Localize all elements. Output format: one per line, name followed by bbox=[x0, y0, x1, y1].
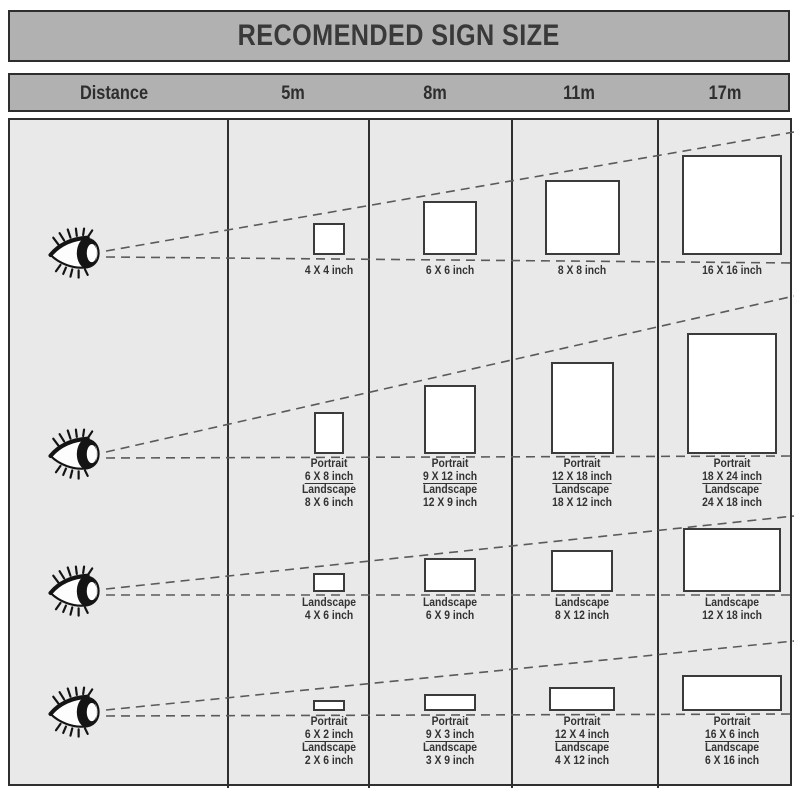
sign-rect-landscape-signs-col4 bbox=[683, 528, 781, 592]
sign-label-line: Landscape bbox=[704, 484, 760, 496]
sign-label-line: 24 X 18 inch bbox=[702, 496, 762, 509]
sign-label-line: Landscape bbox=[554, 742, 610, 754]
sign-rect-banner-signs-col3 bbox=[549, 687, 615, 711]
sign-label-line: 6 X 9 inch bbox=[425, 609, 475, 622]
sign-label-banner-signs-col1 bbox=[266, 716, 392, 767]
sign-label-line: Landscape bbox=[704, 742, 760, 754]
sign-rect-portrait-landscape-signs-col4 bbox=[687, 333, 777, 454]
sign-label-line: 12 X 18 inch bbox=[552, 470, 612, 483]
sign-label-landscape-signs-col1 bbox=[266, 597, 392, 622]
page-title: RECOMENDED SIGN SIZE bbox=[237, 19, 561, 52]
sign-label-line: 18 X 12 inch bbox=[552, 496, 612, 509]
sign-rect-banner-signs-col1 bbox=[313, 700, 345, 711]
sign-label-line: 8 X 8 inch bbox=[557, 265, 607, 277]
sign-label-banner-signs-col3 bbox=[519, 716, 645, 767]
sign-label-landscape-signs-col3 bbox=[519, 597, 645, 622]
sign-rect-banner-signs-col4 bbox=[682, 675, 782, 711]
sign-label-line: 4 X 12 inch bbox=[554, 754, 610, 767]
sign-rect-landscape-signs-col2 bbox=[424, 558, 476, 592]
sign-label-line: 2 X 6 inch bbox=[304, 754, 354, 767]
sign-label-square-signs-col4 bbox=[669, 265, 795, 278]
sign-label-line: Landscape bbox=[554, 484, 610, 496]
sign-label-line: Portrait bbox=[713, 716, 751, 728]
sign-label-line: 12 X 4 inch bbox=[554, 728, 610, 741]
sight-baseline-row1 bbox=[106, 257, 794, 263]
sign-rect-landscape-signs-col3 bbox=[551, 550, 613, 592]
distance-11m-label: 11m bbox=[563, 83, 595, 104]
sign-rect-square-signs-col2 bbox=[423, 201, 477, 255]
sign-label-line: Portrait bbox=[563, 716, 601, 728]
sign-label-banner-signs-col4 bbox=[669, 716, 795, 767]
sign-label-line: 16 X 6 inch bbox=[704, 728, 760, 741]
sign-label-line: 8 X 12 inch bbox=[554, 609, 610, 622]
sign-label-line: 16 X 16 inch bbox=[702, 265, 762, 277]
sign-label-landscape-signs-col2 bbox=[387, 597, 513, 622]
sign-label-line: Portrait bbox=[310, 458, 348, 470]
eye-icon-row1 bbox=[46, 226, 104, 282]
sign-label-line: 18 X 24 inch bbox=[702, 470, 762, 483]
sign-label-line: 4 X 4 inch bbox=[304, 265, 354, 277]
sign-label-line: Portrait bbox=[431, 716, 469, 728]
sign-label-line: 12 X 9 inch bbox=[422, 496, 478, 509]
sign-label-banner-signs-col2 bbox=[387, 716, 513, 767]
diagram-body bbox=[8, 118, 792, 786]
sign-rect-landscape-signs-col1 bbox=[313, 573, 345, 592]
eye-icon-row4 bbox=[46, 685, 104, 741]
sign-label-line: 8 X 6 inch bbox=[304, 496, 354, 509]
sign-label-line: 6 X 6 inch bbox=[425, 265, 475, 277]
sign-label-portrait-landscape-signs-col2 bbox=[387, 458, 513, 509]
sign-label-line: Landscape bbox=[301, 742, 357, 754]
distance-corner-label: Distance bbox=[79, 83, 149, 104]
sign-rect-square-signs-col1 bbox=[313, 223, 345, 255]
sign-label-line: 6 X 2 inch bbox=[304, 728, 354, 741]
sign-label-line: 3 X 9 inch bbox=[425, 754, 475, 767]
sign-rect-square-signs-col3 bbox=[545, 180, 620, 255]
sign-label-square-signs-col2 bbox=[387, 265, 513, 278]
sign-label-line: 6 X 16 inch bbox=[704, 754, 760, 767]
sign-label-line: Portrait bbox=[713, 458, 751, 470]
sign-label-line: 9 X 3 inch bbox=[425, 728, 475, 741]
sign-rect-portrait-landscape-signs-col3 bbox=[551, 362, 614, 454]
sign-label-square-signs-col1 bbox=[266, 265, 392, 278]
sign-label-square-signs-col3 bbox=[519, 265, 645, 278]
sign-label-line: Landscape bbox=[422, 597, 478, 609]
sign-label-portrait-landscape-signs-col4 bbox=[669, 458, 795, 509]
distance-5m-label: 5m bbox=[281, 83, 305, 104]
sign-label-line: Landscape bbox=[422, 484, 478, 496]
eye-icon-row2 bbox=[46, 427, 104, 483]
sign-label-line: Landscape bbox=[301, 597, 357, 609]
sign-label-line: Landscape bbox=[301, 484, 357, 496]
eye-icon-row3 bbox=[46, 564, 104, 620]
sign-rect-portrait-landscape-signs-col1 bbox=[314, 412, 344, 454]
title-bar bbox=[8, 10, 790, 62]
sign-label-line: Landscape bbox=[422, 742, 478, 754]
sign-label-line: 6 X 8 inch bbox=[304, 470, 354, 483]
sign-label-line: 12 X 18 inch bbox=[702, 609, 762, 622]
sign-label-line: Portrait bbox=[310, 716, 348, 728]
sign-label-line: 4 X 6 inch bbox=[304, 609, 354, 622]
sight-lines-layer bbox=[10, 120, 794, 788]
sign-label-line: Landscape bbox=[554, 597, 610, 609]
sign-label-line: Landscape bbox=[704, 597, 760, 609]
sign-label-line: Portrait bbox=[431, 458, 469, 470]
sign-rect-banner-signs-col2 bbox=[424, 694, 476, 711]
distance-17m-label: 17m bbox=[708, 83, 742, 104]
sign-label-landscape-signs-col4 bbox=[669, 597, 795, 622]
sign-label-portrait-landscape-signs-col3 bbox=[519, 458, 645, 509]
distance-8m-label: 8m bbox=[423, 83, 447, 104]
distance-header-row bbox=[8, 73, 790, 112]
sign-rect-portrait-landscape-signs-col2 bbox=[424, 385, 476, 454]
sign-rect-square-signs-col4 bbox=[682, 155, 782, 255]
sign-label-line: Portrait bbox=[563, 458, 601, 470]
sign-label-portrait-landscape-signs-col1 bbox=[266, 458, 392, 509]
sign-label-line: 9 X 12 inch bbox=[422, 470, 478, 483]
